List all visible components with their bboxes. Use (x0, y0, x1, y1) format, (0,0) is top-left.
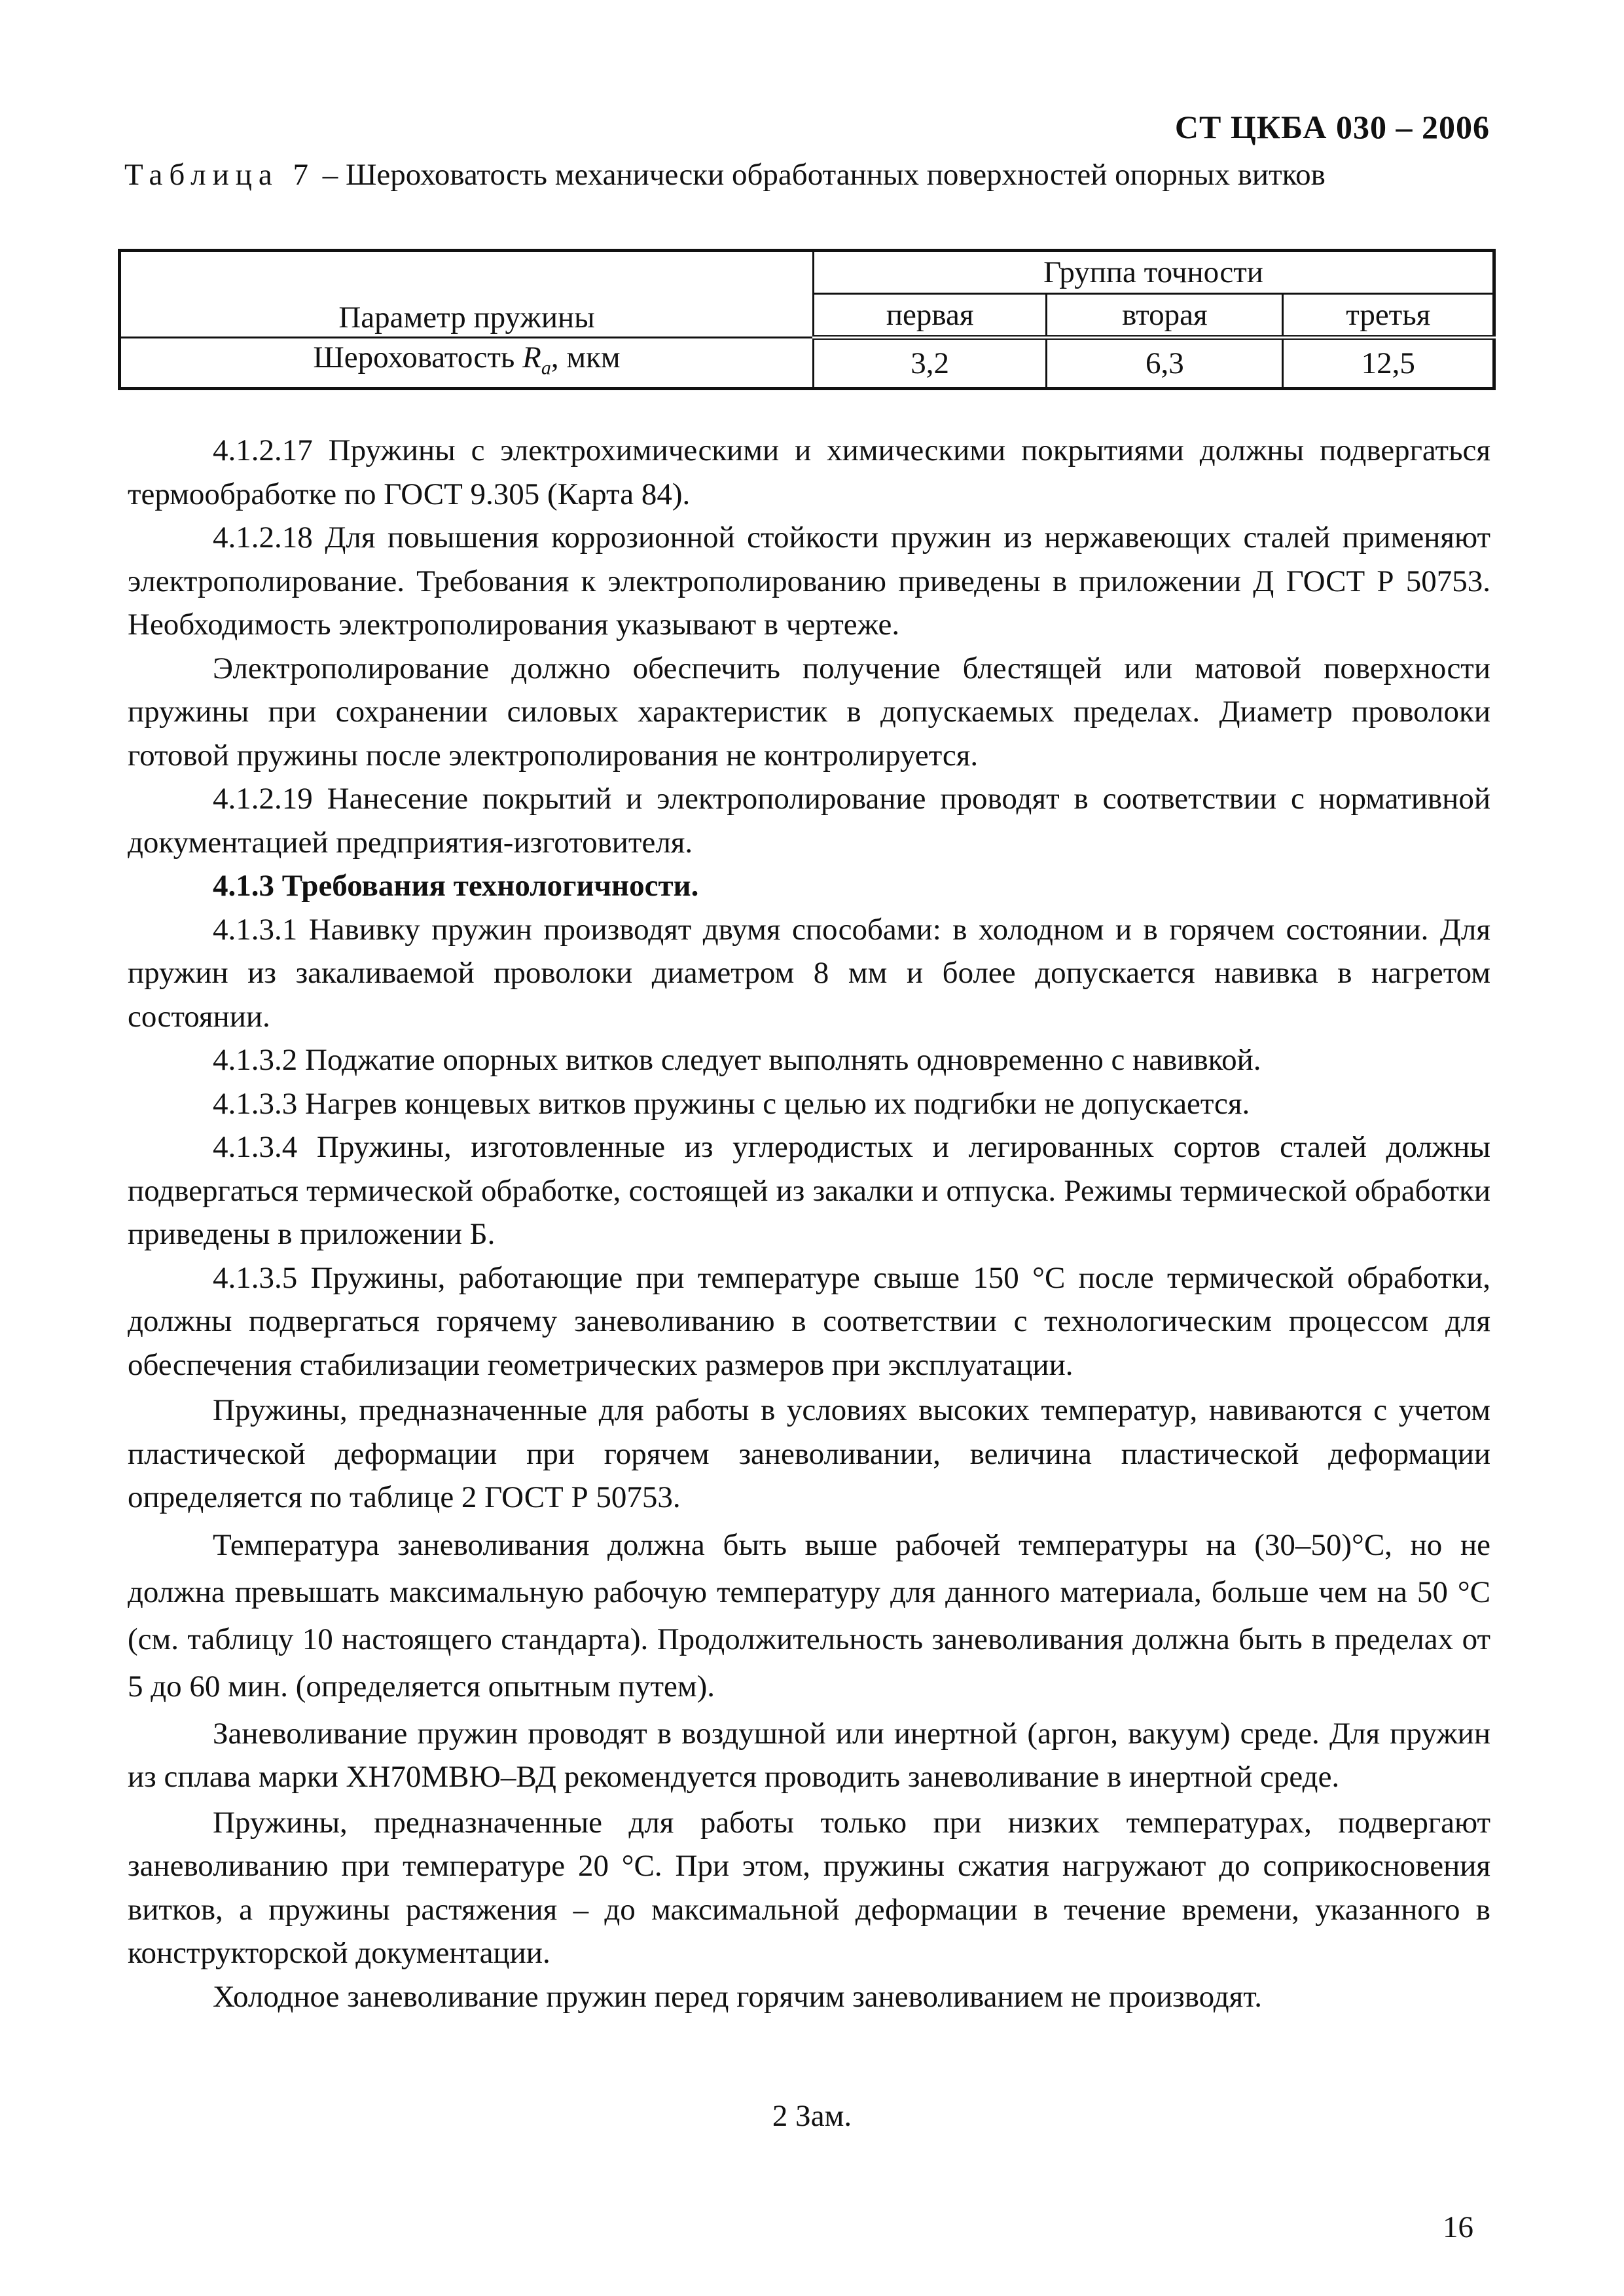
paragraph-cold-setting: Холодное заневоливание пружин перед горячим заневоливанием не производят. (213, 1979, 1263, 2014)
table-caption (124, 157, 1326, 192)
paragraph-4-1-2-17: 4.1.2.17 Пружины с электрохимическими и химическими покрытиями должны подвергаться термообработке по ГОСТ 9.305 (Карта 84). (128, 433, 1490, 511)
ra-symbol: $R_a$ (522, 340, 551, 379)
paragraph-4-1-3-2: 4.1.3.2 Поджатие опорных витков следует выполнять одновременно с навивкой. (213, 1043, 1261, 1077)
paragraph-electropolishing: Электрополирование должно обеспечить получение блестящей или матовой поверхности пружины при сохранении силовых характеристик в допускаемых пределах. Диаметр проволоки готовой пружины после электрополирования не контролируется. (128, 651, 1490, 773)
param-header: Параметр пружины (338, 301, 595, 335)
section-heading-4-1-3: 4.1.3 Требования технологичности. (213, 869, 699, 903)
group-third: третья (1283, 294, 1494, 338)
document-code: СТ ЦКБА 030 – 2006 (1174, 109, 1490, 145)
group-header: Группа точности (814, 251, 1494, 294)
paragraph-setting-medium: Заневоливание пружин проводят в воздушной или инертной (аргон, вакуум) среде. Для пружин из сплава марки ХН70МВЮ–ВД рекомендуется проводить заневоливание в инертной среде. (128, 1716, 1490, 1794)
param-header-cell (120, 251, 814, 338)
roughness-value-first: 3,2 (814, 338, 1047, 389)
page-number: 16 (1443, 2210, 1473, 2244)
paragraph-4-1-3-1: 4.1.3.1 Навивку пружин производят двумя способами: в холодном и в горячем состоянии. Для пружин из закаливаемой проволоки диаметром 8 мм и более допускается навивка в нагретом состоянии. (128, 912, 1490, 1034)
group-second: вторая (1047, 294, 1283, 338)
roughness-table (118, 249, 1496, 390)
paragraph-4-1-3-4: 4.1.3.4 Пружины, изготовленные из углеродистых и легированных сортов сталей должны подвергаться термической обработке, состоящей из закалки и отпуска. Режимы термической обработки приведены в приложении Б. (128, 1130, 1490, 1251)
table-caption-label: Таблица 7 (124, 158, 316, 192)
paragraph-high-temp: Пружины, предназначенные для работы в условиях высоких температур, навиваются с учетом пластической деформации при горячем заневоливании, величина пластической деформации определяется по таблице 2 ГОСТ Р 50753. (128, 1393, 1490, 1514)
table-caption-text: – Шероховатость механически обработанных поверхностей опорных витков (315, 158, 1326, 192)
change-note: 2 Зам. (772, 2099, 852, 2133)
paragraph-4-1-2-18: 4.1.2.18 Для повышения коррозионной стойкости пружин из нержавеющих сталей применяют электрополирование. Требования к электрополированию приведены в приложении Д ГОСТ Р 50753. Необходимость электрополирования указывают в чертеже. (128, 520, 1490, 642)
paragraph-4-1-3-3: 4.1.3.3 Нагрев концевых витков пружины с целью их подгибки не допускается. (213, 1086, 1250, 1121)
paragraph-low-temp: Пружины, предназначенные для работы только при низких температурах, подвергают заневоливанию при температуре 20 °С. При этом, пружины сжатия нагружают до соприкосновения витков, а пружины растяжения – до максимальной деформации в течение времени, указанного в конструкторской документации. (128, 1805, 1490, 1970)
group-first: первая (814, 294, 1047, 338)
paragraph-4-1-2-19: 4.1.2.19 Нанесение покрытий и электрополирование проводят в соответствии с нормативной документацией предприятия-изготовителя. (128, 782, 1490, 860)
roughness-value-third: 12,5 (1283, 338, 1494, 389)
body-text (128, 429, 1490, 2018)
roughness-value-second: 6,3 (1047, 338, 1283, 389)
roughness-row-label: Шероховатость $R_a$, мкм (120, 338, 814, 389)
paragraph-setting-temperature: Температура заневоливания должна быть выше рабочей температуры на (30–50)°С, но не должна превышать максимальную рабочую температуру для данного материала, больше чем на 50 °С (см. таблицу 10 настоящего стандарта). Продолжительность заневоливания должна быть в пределах от 5 до 60 мин. (определяется опытным путем). (128, 1527, 1490, 1704)
paragraph-4-1-3-5: 4.1.3.5 Пружины, работающие при температуре свыше 150 °С после термической обработки, должны подвергаться горячему заневоливанию в соответствии с технологическим процессом для обеспечения стабилизации геометрических размеров при эксплуатации. (128, 1260, 1490, 1382)
